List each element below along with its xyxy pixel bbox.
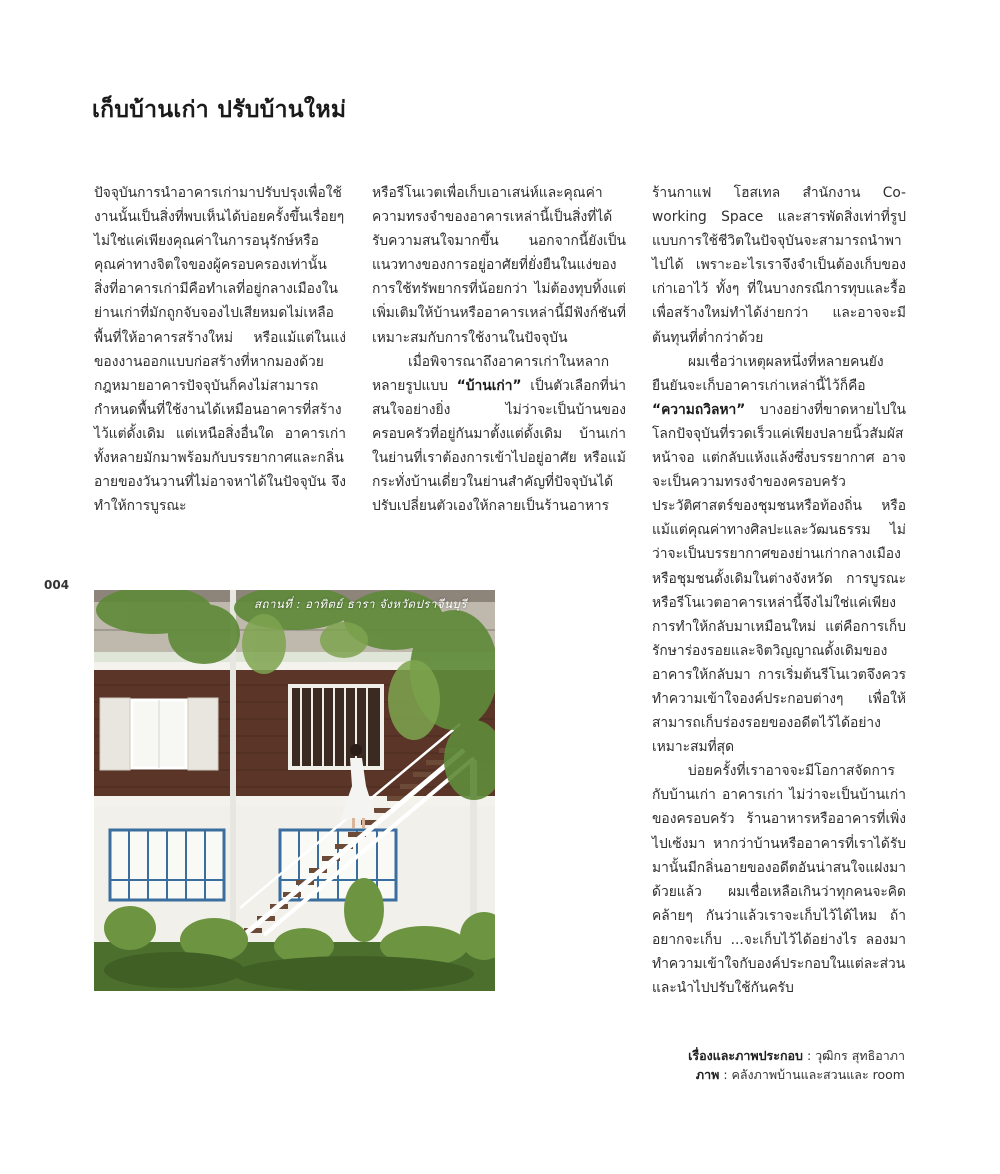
paragraph-text: ผมเชื่อว่าเหตุผลหนึ่งที่หลายคนยังยืนยันจะเก็บอาคารเก่าเหล่านี้ไว้ก็คือ xyxy=(652,353,884,394)
page-number: 004 xyxy=(44,578,70,592)
body-paragraph xyxy=(372,181,626,350)
credit-line-writer xyxy=(688,1046,905,1065)
body-column-2 xyxy=(372,181,626,518)
article-title: เก็บบ้านเก่า ปรับบ้านใหม่ xyxy=(92,97,347,123)
paragraph-text: ปัจจุบันการนำอาคารเก่ามาปรับปรุงเพื่อใช้งานนั้นเป็นสิ่งที่พบเห็นได้บ่อยครั้งขึ้นเรื่อยๆ ไม่ใช่แค่เพียงคุณค่าในการอนุรักษ์หรือคุณค่าทางจิตใจของผู้ครอบครองเท่านั้น สิ่งที่อาคารเก่ามีคือทำเลที่อยู่กลางเมืองในย่านเก่าที่มักถูกจับจองไปเสียหมดไม่เหลือพื้นที่ให้อาคารสร้างใหม่ หรือแม้แต่ในแง่ของงานออกแบบก่อสร้างที่หากมองด้วยกฎหมายอาคารปัจจุบันก็คงไม่สามารถกำหนดพื้นที่ใช้งานได้เหมือนอาคารที่สร้างไว้แต่ดั้งเดิม แต่เหนือสิ่งอื่นใด อาคารเก่าทั้งหลายมักมาพร้อมกับบรรยากาศและกลิ่นอายของวันวานที่ไม่อาจหาได้ในปัจจุบัน จึงทำให้การบูรณะ xyxy=(94,185,346,515)
body-paragraph xyxy=(652,759,906,1000)
photo-caption: สถานที่ : อาทิตย์ ธารา จังหวัดปราจีนบุรี xyxy=(254,597,468,611)
paragraph-text: บางอย่างที่ขาดหายไปในโลกปัจจุบันที่รวดเร็วแค่เพียงปลายนิ้วสัมผัสหน้าจอ แต่กลับแห้งแล้งซึ่งบรรยากาศ อาจจะเป็นความทรงจำของครอบครัว ประวัติศาสตร์ของชุมชนหรือท้องถิ่น หรือแม้แต่คุณค่าทางศิลปะและวัฒนธรรม ไม่ว่าจะเป็นบรรยากาศของย่านเก่ากลางเมืองหรือชุมชนดั้งเดิมในต่างจังหวัด การบูรณะหรือรีโนเวตอาคารเหล่านี้จึงไม่ใช่แค่เพียงการทำให้กลับมาเหมือนใหม่ แต่คือการเก็บรักษาร่องรอยและจิตวิญญาณดั้งเดิมของอาคารให้กลับมา การเริ่มต้นรีโนเวตจึงควรทำความเข้าใจองค์ประกอบต่างๆ เพื่อให้สามารถเก็บร่องรอยของอดีตไว้ได้อย่างเหมาะสมที่สุด xyxy=(652,401,906,756)
credit-label: เรื่องและภาพประกอบ xyxy=(688,1048,803,1063)
emphasis-text: “บ้านเก่า” xyxy=(456,377,522,394)
credit-value: : วุฒิกร สุทธิอาภา xyxy=(802,1048,905,1063)
body-column-1 xyxy=(94,181,346,518)
paragraph-text: เป็นตัวเลือกที่น่าสนใจอย่างยิ่ง ไม่ว่าจะเป็นบ้านของครอบครัวที่อยู่กันมาตั้งแต่ดั้งเดิม บ้านเก่าในย่านที่เราต้องการเข้าไปอยู่อาศัย หรือแม้กระทั่งบ้านเดี่ยวในย่านสำคัญที่ปัจจุบันได้ปรับเปลี่ยนตัวเองให้กลายเป็นร้านอาหาร xyxy=(372,377,626,515)
body-paragraph xyxy=(94,181,346,518)
credits xyxy=(688,1046,905,1084)
credit-line-photo xyxy=(688,1065,905,1084)
paragraph-text: บ่อยครั้งที่เราอาจจะมีโอกาสจัดการกับบ้านเก่า อาคารเก่า ไม่ว่าจะเป็นบ้านเก่าของครอบครัว ร้านอาหารหรืออาคารที่เพิ่งไปเซ้งมา หากว่าบ้านหรืออาคารที่เราได้รับมานั้นมีกลิ่นอายของอดีตอันน่าสนใจแฝงมาด้วยแล้ว ผมเชื่อเหลือเกินว่าทุกคนจะคิดคล้ายๆ กันว่าแล้วเราจะเก็บไว้ได้ไหม ถ้าอยากจะเก็บ ...จะเก็บไว้ได้อย่างไร ลองมาทำความเข้าใจกับองค์ประกอบในแต่ละส่วนและนำไปปรับใช้กันครับ xyxy=(652,763,906,997)
emphasis-text: “ความถวิลหา” xyxy=(652,401,746,418)
body-paragraph xyxy=(372,350,626,519)
paragraph-text: หรือรีโนเวตเพื่อเก็บเอาเสน่ห์และคุณค่าความทรงจำของอาคารเหล่านี้เป็นสิ่งที่ได้รับความสนใจมากขึ้น นอกจากนี้ยังเป็นแนวทางของการอยู่อาศัยที่ยั่งยืนในแง่ของการใช้ทรัพยากรที่น้อยกว่า ไม่ต้องทุบทิ้งแต่เพิ่มเติมให้บ้านหรืออาคารเหล่านี้มีฟังก์ชันที่เหมาะสมกับการใช้งานในปัจจุบัน xyxy=(372,185,626,346)
body-paragraph xyxy=(652,181,906,350)
house-photo xyxy=(94,590,495,991)
credit-label: ภาพ xyxy=(695,1067,720,1082)
body-column-3 xyxy=(652,181,906,1000)
credit-value: : คลังภาพบ้านและสวนและ room xyxy=(719,1067,905,1082)
paragraph-text: ร้านกาแฟ โฮสเทล สำนักงาน Co-working Space และสารพัดสิ่งเท่าที่รูปแบบการใช้ชีวิตในปัจจุบันจะสามารถนำพาไปได้ เพราะอะไรเราจึงจำเป็นต้องเก็บของเก่าเอาไว้ ทั้งๆ ที่ในบางกรณีการทุบและรื้อเพื่อสร้างใหม่ทำได้ง่ายกว่า และอาจจะมีต้นทุนที่ต่ำกว่าด้วย xyxy=(652,185,906,346)
paragraph-text: เมื่อพิจารณาถึงอาคารเก่าในหลากหลายรูปแบบ xyxy=(372,353,610,394)
body-paragraph xyxy=(652,350,906,760)
